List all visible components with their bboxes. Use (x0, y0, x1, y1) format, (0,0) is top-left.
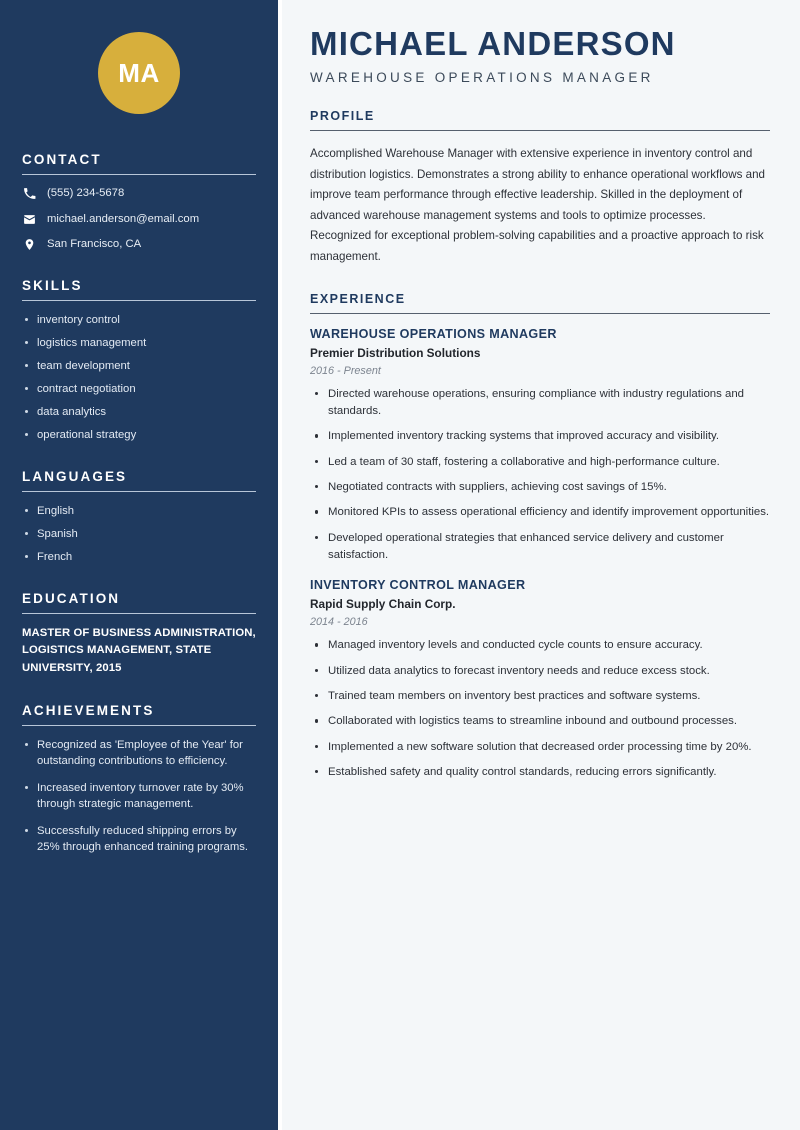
job-bullet-list (310, 637, 770, 781)
profile-text: Accomplished Warehouse Manager with extensive experience in inventory control and distribution logistics. Demonstrates a strong ability to enhance operational workflows and improve team performance through effective leadership. Skilled in the deployment of advanced warehouse management systems and tools to optimize processes. Recognized for exceptional problem-solving capabilities and a proactive approach to risk management. (310, 146, 765, 264)
list-item: Implemented a new software solution that decreased order processing time by 20%. (310, 739, 770, 756)
experience-heading: EXPERIENCE (310, 291, 406, 306)
profile-heading: PROFILE (310, 108, 375, 123)
list-item: Recognized as 'Employee of the Year' for outstanding contributions to efficiency. (22, 737, 256, 769)
experience-entry (310, 327, 770, 565)
achievements-list (22, 737, 256, 855)
contact-row-location[interactable] (22, 237, 256, 252)
list-item: English (22, 503, 256, 519)
experience-entry (310, 578, 770, 781)
list-item: Led a team of 30 staff, fostering a collaborative and high-performance culture. (310, 454, 770, 471)
profile-divider (310, 130, 770, 131)
list-item: data analytics (22, 404, 256, 420)
sidebar-section-languages (22, 469, 256, 565)
list-item: Negotiated contracts with suppliers, achieving cost savings of 15%. (310, 479, 770, 496)
list-item: inventory control (22, 312, 256, 328)
sidebar-section-contact (22, 152, 256, 252)
list-item: Established safety and quality control standards, reducing errors significantly. (310, 764, 770, 781)
list-item: Directed warehouse operations, ensuring compliance with industry regulations and standards. (310, 386, 770, 421)
avatar: MA (98, 32, 180, 114)
skills-heading: SKILLS (22, 278, 83, 294)
sidebar-section-skills (22, 278, 256, 443)
experience-divider (310, 313, 770, 314)
contact-heading: CONTACT (22, 152, 102, 167)
job-company: Rapid Supply Chain Corp. (310, 597, 456, 612)
achievements-divider (22, 725, 256, 726)
list-item: Utilized data analytics to forecast inventory needs and reduce excess stock. (310, 663, 770, 680)
list-item: operational strategy (22, 427, 256, 443)
list-item: Implemented inventory tracking systems that improved accuracy and visibility. (310, 428, 770, 445)
job-bullet-list (310, 386, 770, 565)
job-title: WAREHOUSE OPERATIONS MANAGER (310, 326, 557, 341)
contact-row-email[interactable] (22, 212, 256, 227)
contact-divider (22, 174, 256, 175)
languages-list (22, 503, 256, 565)
achievements-heading: ACHIEVEMENTS (22, 702, 155, 718)
education-heading: EDUCATION (22, 591, 121, 607)
list-item: Developed operational strategies that enhanced service delivery and customer satisfaction. (310, 530, 770, 565)
job-dates: 2014 - 2016 (310, 616, 368, 629)
contact-value-phone: (555) 234-5678 (47, 187, 125, 199)
languages-heading: LANGUAGES (22, 469, 128, 485)
contact-value-email: michael.anderson@email.com (47, 212, 200, 225)
job-title: INVENTORY CONTROL MANAGER (310, 578, 526, 593)
sidebar-section-achievements (22, 703, 256, 855)
education-entry: MASTER OF BUSINESS ADMINISTRATION, LOGISTICS MANAGEMENT, STATE UNIVERSITY, 2015 (22, 627, 256, 674)
education-divider (22, 613, 256, 614)
envelope-icon (22, 213, 36, 226)
list-item: team development (22, 358, 256, 374)
skills-divider (22, 300, 256, 301)
list-item: Trained team members on inventory best practices and software systems. (310, 688, 770, 705)
skills-list (22, 312, 256, 443)
phone-icon (22, 187, 36, 200)
sidebar-section-education (22, 591, 256, 676)
location-pin-icon (22, 238, 36, 251)
avatar-container (22, 0, 256, 152)
contact-value-location: San Francisco, CA (47, 238, 142, 251)
list-item: Increased inventory turnover rate by 30% through strategic management. (22, 780, 256, 812)
languages-divider (22, 491, 256, 492)
list-item: Successfully reduced shipping errors by 25% through enhanced training programs. (22, 823, 256, 855)
contact-row-phone[interactable] (22, 186, 256, 201)
job-subtitle: WAREHOUSE OPERATIONS MANAGER (310, 69, 654, 85)
list-item: contract negotiation (22, 381, 256, 397)
list-item: Collaborated with logistics teams to streamline inbound and outbound processes. (310, 713, 770, 730)
list-item: Spanish (22, 526, 256, 542)
page-title: MICHAEL ANDERSON (310, 25, 676, 62)
main-content (282, 0, 800, 1130)
list-item: Monitored KPIs to assess operational efficiency and identify improvement opportunities. (310, 504, 770, 521)
job-dates: 2016 - Present (310, 364, 381, 377)
list-item: logistics management (22, 335, 256, 351)
section-experience (310, 292, 770, 782)
section-profile (310, 109, 770, 268)
list-item: French (22, 549, 256, 565)
list-item: Managed inventory levels and conducted cycle counts to ensure accuracy. (310, 637, 770, 654)
sidebar (0, 0, 278, 1130)
job-company: Premier Distribution Solutions (310, 345, 481, 360)
